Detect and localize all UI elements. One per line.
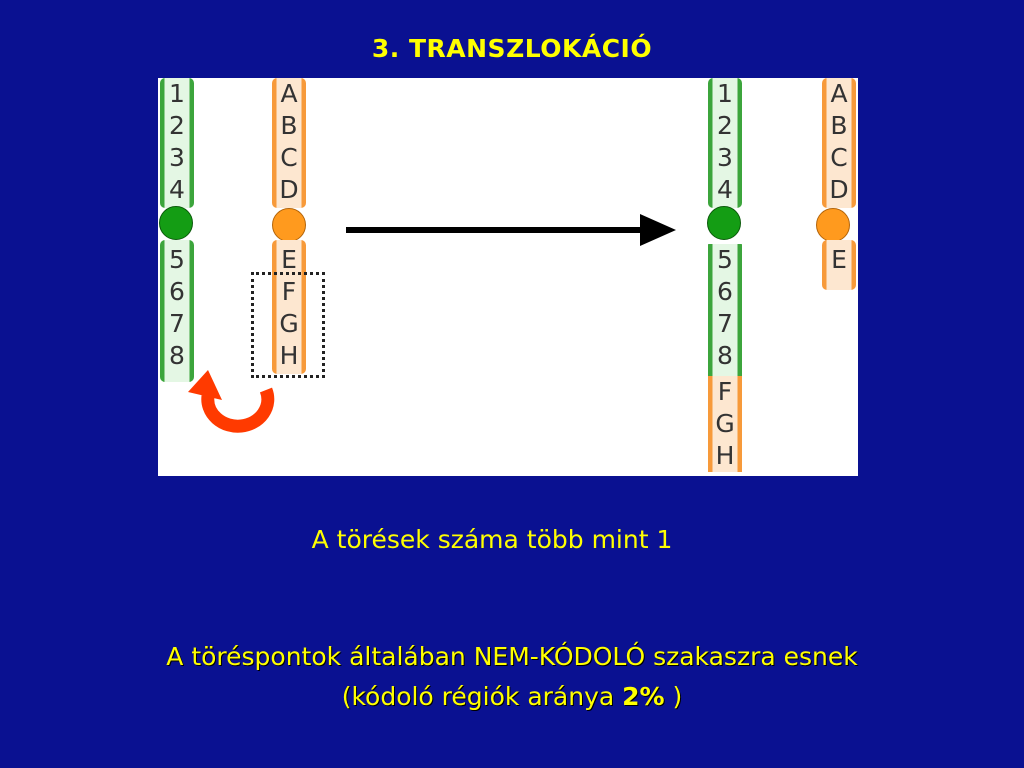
band-label: 7 xyxy=(169,309,185,338)
note-line-2-percent: 2% xyxy=(622,682,665,711)
band-label: 2 xyxy=(717,111,733,140)
caption-breaks: A törések száma több mint 1 xyxy=(311,525,673,554)
band-label: F xyxy=(717,377,733,406)
note-line-2-prefix: (kódoló régiók aránya xyxy=(341,682,623,711)
note-breakpoints xyxy=(0,637,1024,717)
slide-title: 3. TRANSZLOKÁCIÓ xyxy=(371,34,653,63)
band-label: C xyxy=(280,143,298,172)
band-label: 4 xyxy=(169,175,185,204)
band-label: F xyxy=(281,277,297,306)
curved-arrow-icon xyxy=(188,370,268,426)
band-label: A xyxy=(280,79,298,108)
note-line-2 xyxy=(0,677,1024,717)
band-label: 3 xyxy=(717,143,733,172)
band-label: 1 xyxy=(169,79,185,108)
band-label: B xyxy=(280,111,298,140)
band-label: H xyxy=(715,441,735,470)
band-label: G xyxy=(279,309,299,338)
arrow-right-icon xyxy=(346,214,676,246)
band-label: 1 xyxy=(717,79,733,108)
band-label: 7 xyxy=(717,309,733,338)
band-label: D xyxy=(279,175,299,204)
band-label: 2 xyxy=(169,111,185,140)
band-label: E xyxy=(831,245,847,274)
band-label: G xyxy=(715,409,735,438)
band-label: B xyxy=(830,111,848,140)
band-label: 6 xyxy=(169,277,185,306)
band-label: 8 xyxy=(169,341,185,370)
note-line-1: A töréspontok általában NEM-KÓDOLÓ szakaszra esnek xyxy=(166,642,858,671)
band-label: 4 xyxy=(717,175,733,204)
band-label: H xyxy=(279,341,299,370)
band-label: A xyxy=(830,79,848,108)
band-label: D xyxy=(829,175,849,204)
band-label: 5 xyxy=(169,245,185,274)
band-label: 8 xyxy=(717,341,733,370)
band-label: 5 xyxy=(717,245,733,274)
band-label: E xyxy=(281,245,297,274)
band-label: 6 xyxy=(717,277,733,306)
band-label: C xyxy=(830,143,848,172)
band-label: 3 xyxy=(169,143,185,172)
note-line-2-suffix: ) xyxy=(664,682,683,711)
